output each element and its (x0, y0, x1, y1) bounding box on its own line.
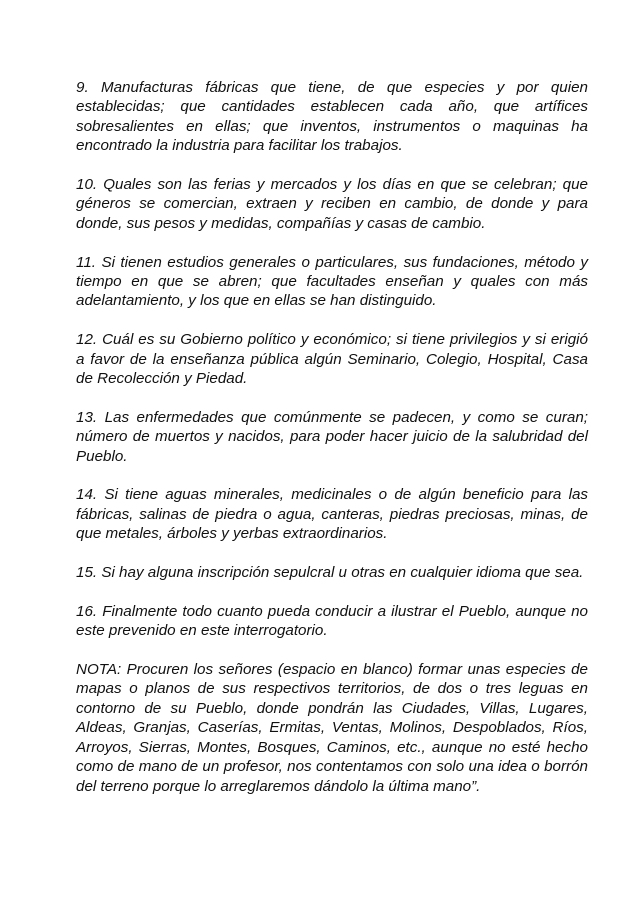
document-page (76, 78, 588, 815)
nota-paragraph: NOTA: Procuren los señores (espacio en blanco) formar unas especies de mapas o planos de sus respectivos territorios, de dos o tres leguas en contorno de su Pueblo, donde pondrán las Ciudades, Villas, Lugares, Aldeas, Granjas, Caserías, Ermitas, Ventas, Molinos, Despoblados, Ríos, Arroyos, Sierras, Montes, Bosques, Caminos, etc., aunque no esté hecho como de mano de un profesor, nos contentamos con solo una idea o borrón del terreno porque lo arreglaremos dándolo la última mano”. (76, 661, 588, 795)
question-9: 9. Manufacturas fábricas que tiene, de que especies y por quien establecidas; que cantidades establecen cada año, que artífices sobresalientes en ellas; que inventos, instrumentos o maquinas ha encontrado la industria para facilitar los trabajos. (76, 79, 588, 155)
question-14: 14. Si tiene aguas minerales, medicinales o de algún beneficio para las fábricas, salinas de piedra o agua, canteras, piedras preciosas, minas, de que metales, árboles y yerbas extraordinarios. (76, 486, 588, 543)
question-11: 11. Si tienen estudios generales o particulares, sus fundaciones, método y tiempo en que se abren; que facultades enseñan y quales con más adelantamiento, y los que en ellas se han distinguido. (76, 253, 588, 310)
question-10: 10. Quales son las ferias y mercados y los días en que se celebran; que géneros se comercian, extraen y reciben en cambio, de donde y para donde, sus pesos y medidas, compañías y casas de cambio. (76, 176, 588, 232)
question-15: 15. Si hay alguna inscripción sepulcral u otras en cualquier idioma que sea. (76, 564, 584, 582)
question-13: 13. Las enfermedades que comúnmente se padecen, y como se curan; número de muertos y nacidos, para poder hacer juicio de la salubridad del Pueblo. (76, 408, 588, 465)
question-12: 12. Cuál es su Gobierno político y económico; si tiene privilegios y si erigió a favor de la enseñanza pública algún Seminario, Colegio, Hospital, Casa de Recolección y Piedad. (76, 331, 588, 388)
question-16: 16. Finalmente todo cuanto pueda conducir a ilustrar el Pueblo, aunque no este prevenido en este interrogatorio. (76, 602, 588, 640)
